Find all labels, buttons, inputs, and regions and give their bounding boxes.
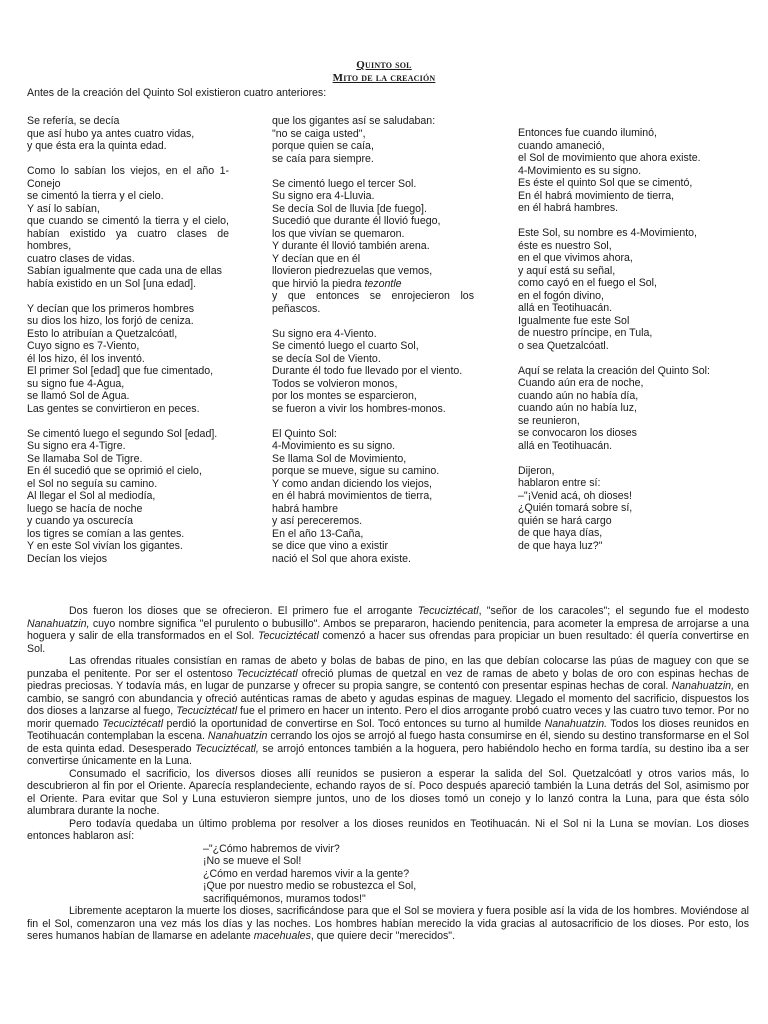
stanza [27, 428, 229, 566]
verse-line: Se llama Sol de Movimiento, [272, 452, 407, 465]
verse-line: Las gentes se convirtieron en peces. [27, 402, 200, 415]
stanza [518, 227, 730, 352]
verse-line: En el año 13-Caña, [272, 527, 364, 540]
stanza [518, 365, 730, 453]
page-subtitle: Mito de la creación [332, 72, 436, 84]
italic-term: Tecuciztécatl [257, 630, 319, 642]
paragraph-3: Consumado el sacrificio, los diversos dioses allí reunidos se pusieron a esperar la salida del Sol. Quetzalcóatl y otros varios más, lo descubrieron al fin por el Oriente. Aparecía resplandeciente, echando rayos de sí. Poco después apareció también la Luna detrás del Sol, asimismo por el Oriente. Para evitar que Sol y Luna estuvieron siempre juntos, uno de los dioses tomó un conejo y lo lanzó contra la Luna, para que ésta sólo alumbrara durante la noche. [27, 767, 749, 817]
verse-line: Durante él todo fue llevado por el viento. [272, 365, 463, 377]
verse-line: Y en este Sol vivían los gigantes. [27, 540, 183, 552]
verse-line: ¿Cómo en verdad haremos vivir a la gente? [203, 867, 410, 880]
verse-line: en él habrá movimientos de tierra, [272, 490, 433, 502]
text-run: en cambio, se sangró con abundancia y ofreció auténticas ramas de abeto y agudas espinas de maguey. Llegado el momento del sacrificio, dispuestos los dos dioses a lanzarse al fuego, [27, 680, 749, 717]
verse-line: Dijeron, [518, 464, 555, 477]
italic-term: Tecuciztécatl [176, 705, 238, 717]
verse-line: él los hizo, él los inventó. [27, 352, 145, 365]
verse-line: éste es nuestro Sol, [518, 239, 612, 252]
verse-line: los tigres se comían a las gentes. [27, 527, 185, 540]
paragraph-5 [27, 905, 749, 943]
verse-line: cuando aún no había luz, [518, 402, 637, 414]
italic-term: Tecuciztécatl [102, 717, 164, 730]
verse-line: Se cimentó luego el tercer Sol. [272, 177, 417, 190]
text-run: Las ofrendas rituales consistían en ramas de abeto y bolas de babas de pino, en las que debían colocarse las púas de maguey con que se punzaba el penitente. Por ser el ostentoso [27, 655, 749, 680]
verse-line: Se decía Sol de lluvia [de fuego]. [272, 202, 427, 215]
verse-line: se reunieron, [518, 414, 580, 427]
verse-line: El Quinto Sol: [272, 427, 337, 440]
italic-term: Nanahuatzin, [27, 617, 90, 630]
text-run: comenzó a hacer sus ofrendas para propiciar un buen resultado: él quería convertirse en Sol. [27, 630, 749, 655]
verse-line: en el que vivimos ahora, [518, 252, 633, 264]
verse-line: –"¡Venid acá, oh dioses! [518, 489, 632, 502]
verse-line: y cuando ya oscurecía [27, 515, 133, 527]
verse-line: Y como andan diciendo los viejos, [272, 477, 432, 490]
verse-line: Y decían que los primeros hombres [27, 302, 195, 315]
poem-column-1 [27, 115, 229, 578]
verse-line: Y decían que en él [272, 252, 361, 265]
italic-term: Tecuciztécatl [236, 667, 298, 680]
verse-line: El primer Sol [edad] que fue cimentado, [27, 365, 214, 377]
text-run: fue el primero en hacer un intento. Pero el dios arrogante probó cuatro veces y las cuatro tuvo temor. Por no morir quemado [27, 705, 749, 730]
verse-line: de que haya días, [518, 527, 603, 539]
verse-line: Todos se volvieron monos, [272, 377, 398, 390]
verse-line: el Sol de movimiento que ahora existe. [518, 152, 701, 164]
verse-line: Se llamaba Sol de Tigre. [27, 452, 143, 465]
stanza [518, 465, 730, 553]
verse-line: Como lo sabían los viejos, en el año 1-Conejo [27, 165, 229, 190]
verse-line: su dios los hizo, los forjó de ceniza. [27, 315, 194, 327]
italic-term: Nanahuatzin, [671, 680, 735, 692]
verse-line: y que ésta era la quinta edad. [27, 140, 167, 152]
verse-text: que hirvió la piedra [272, 277, 365, 290]
verse-line: o sea Quetzalcóatl. [518, 339, 609, 352]
verse-line: Cuyo signo es 7-Viento, [27, 340, 140, 352]
verse-line: que así hubo ya antes cuatro vidas, [27, 127, 195, 140]
text-run: , que quiere decir "merecidos". [310, 930, 456, 942]
verse-line: Sucedió que durante él llovió fuego, [272, 215, 441, 227]
verse-line: el Sol no seguía su camino. [27, 477, 158, 490]
verse-line: cuando amaneció, [518, 139, 605, 152]
verse-line: "no se caiga usted", [272, 127, 366, 140]
paragraph-1 [27, 605, 749, 655]
verse-line: en el fogón divino, [518, 289, 604, 302]
intro-text: Antes de la creación del Quinto Sol existieron cuatro anteriores: [27, 87, 327, 99]
verse-line: porque quien se caía, [272, 140, 374, 152]
verse-line: 4-Movimiento es su signo. [518, 164, 642, 177]
stanza [272, 115, 474, 165]
verse-line: los que vivían se quemaron. [272, 227, 405, 240]
verse-line: Decían los viejos [27, 552, 108, 565]
verse-line: Igualmente fue este Sol [518, 314, 630, 327]
text-run: cerrando los ojos se arrojó al fuego hasta consumirse en él, siendo su destino transformarse en el Sol de esta quinta edad. Desesperado [27, 730, 749, 755]
verse-line: quién se hará cargo [518, 514, 612, 527]
text-run: perdió la oportunidad de convertirse en Sol. Tocó entonces su turno al humilde [163, 717, 545, 730]
verse-line: allá en Teotihuacán. [518, 302, 613, 314]
verse-line: Es éste el quinto Sol que se cimentó, [518, 177, 693, 189]
verse-line: Este Sol, su nombre es 4-Movimiento, [518, 227, 697, 239]
verse-line: que cuando se cimentó la tierra y el cielo, habían existido ya cuatro clases de hombres, [27, 215, 229, 252]
verse-line: Y así lo sabían, [27, 202, 100, 215]
verse-line: y así pereceremos. [272, 515, 363, 527]
italic-term: tezontle [364, 277, 402, 290]
verse-line: –"¿Cómo habremos de vivir? [203, 842, 340, 855]
text-run: Dos fueron los dioses que se ofrecieron. El primero fue el arrogante [69, 605, 418, 617]
verse-line: se fueron a vivir los hombres-monos. [272, 402, 446, 415]
verse-line: como cayó en el fuego el Sol, [518, 277, 657, 289]
verse-line: Entonces fue cuando iluminó, [518, 127, 657, 139]
verse-line: llovieron piedrezuelas que vemos, [272, 265, 433, 277]
stanza [27, 303, 229, 416]
italic-term: Tecuciztécatl [417, 605, 479, 617]
verse-line: su signo fue 4-Agua, [27, 377, 125, 390]
stanza [272, 178, 474, 316]
verse-line: Cuando aún era de noche, [518, 377, 644, 389]
verse-line: y que entonces se enrojecieron los peñascos. [272, 290, 474, 315]
verse-line [272, 278, 474, 291]
title-block [0, 59, 768, 85]
verse-line: Su signo era 4-Viento. [272, 327, 377, 340]
verse-line: Al llegar el Sol al mediodía, [27, 490, 156, 502]
verse-line: hablaron entre sí: [518, 477, 601, 489]
page-title: Quinto sol [356, 59, 412, 71]
verse-line: Y durante él llovió también arena. [272, 240, 430, 252]
stanza [272, 428, 474, 566]
verse-quote [203, 843, 749, 906]
verse-line: ¿Quién tomará sobre sí, [518, 502, 633, 514]
verse-line: se decía Sol de Viento. [272, 352, 381, 365]
verse-line: 4-Movimiento es su signo. [272, 440, 396, 452]
verse-line: Se refería, se decía [27, 115, 120, 127]
verse-line: de nuestro príncipe, en Tula, [518, 327, 653, 339]
verse-line: Se cimentó luego el cuarto Sol, [272, 340, 419, 352]
verse-line: se dice que vino a existir [272, 540, 389, 552]
paragraph-4: Pero todavía quedaba un último problema por resolver a los dioses reunidos en Teotihuacán. Ni el Sol ni la Luna se movían. Los dioses entonces hablaron así: [27, 817, 749, 842]
verse-line: habrá hambre [272, 502, 338, 515]
verse-line: allá en Teotihuacán. [518, 439, 613, 452]
verse-line: sacrifiquémonos, muramos todos!" [203, 892, 366, 905]
verse-line: se convocaron los dioses [518, 427, 637, 439]
verse-line: de que haya luz?" [518, 539, 603, 552]
verse-line: luego se hacía de noche [27, 502, 143, 515]
verse-line: Esto lo atribuían a Quetzalcóatl, [27, 327, 178, 340]
verse-line: cuando aún no había día, [518, 389, 639, 402]
text-run: Libremente aceptaron la muerte los dioses, sacrificándose para que el Sol se moviera y fuera posible así la vida de los hombres. Moviéndose al fin el Sol, comenzaron una vez más los días y las noches. Los hombres habían merecido la vida gracias al autosacrificio de los dioses. Por esto, los seres humanos habían de llamarse en adelante [27, 905, 749, 942]
italic-term: Tecuciztécatl, [195, 742, 259, 755]
poem-column-2 [272, 115, 474, 578]
verse-line: Se cimentó luego el segundo Sol [edad]. [27, 427, 218, 440]
verse-line: por los montes se esparcieron, [272, 390, 417, 402]
stanza [27, 115, 229, 153]
stanza [27, 165, 229, 290]
verse-line: se caía para siempre. [272, 152, 374, 165]
prose-section [27, 605, 749, 943]
verse-line: había existido en un Sol [una edad]. [27, 277, 197, 290]
verse-line: nació el Sol que ahora existe. [272, 552, 411, 565]
text-run: , "señor de los caracoles"; el segundo fue el modesto [478, 605, 749, 617]
verse-line: Aquí se relata la creación del Quinto Sol: [518, 364, 710, 377]
italic-term: Nanahuatzin. [544, 717, 608, 730]
verse-line: y aquí está su señal, [518, 264, 616, 277]
paragraph-2 [27, 655, 749, 768]
poem-column-3 [518, 127, 730, 565]
italic-term: Nanahuatzin [207, 730, 268, 742]
verse-line: en él habrá hambres. [518, 202, 619, 214]
text-run: cuyo nombre significa "el purulento o bubusillo". Ambos se prepararon, haciendo penitencia, para acometer la empresa de arrojarse a una hoguera y salir de ella transformados en el Sol. [27, 617, 749, 642]
verse-line: cuatro clases de vidas. [27, 252, 135, 265]
verse-line: Su signo era 4-Lluvia. [272, 190, 375, 202]
verse-line: se llamó Sol de Agua. [27, 390, 130, 402]
verse-line: ¡Que por nuestro medio se robustezca el Sol, [203, 880, 417, 892]
verse-line: En él sucedió que se oprimió el cielo, [27, 465, 202, 477]
verse-line: se cimentó la tierra y el cielo. [27, 190, 164, 202]
verse-line: porque se mueve, sigue su camino. [272, 465, 440, 477]
verse-line: Su signo era 4-Tigre. [27, 440, 126, 452]
text-run: ofreció plumas de quetzal en vez de ramas de abeto y bolas de oro con espinas hechas de piedras preciosas. Y todavía más, en lugar de punzarse y ofrecer su propia sangre, se contentó con presentar espinas hechas de coral. [27, 667, 749, 692]
verse-line: En él habrá movimiento de tierra, [518, 189, 675, 202]
verse-line: Sabían igualmente que cada una de ellas [27, 265, 222, 277]
verse-line: que los gigantes así se saludaban: [272, 115, 436, 127]
italic-term: macehuales [253, 930, 311, 942]
stanza [518, 127, 730, 215]
text-run: Todos los dioses reunidos en Teotihuacán contemplaban la escena. [27, 717, 749, 742]
verse-line: ¡No se mueve el Sol! [203, 855, 302, 867]
text-run: se arrojó entonces también a la hoguera, pero habiéndolo hecho en forma tardía, su destino iba a ser convertirse únicamente en la Luna. [27, 742, 749, 767]
stanza [272, 328, 474, 416]
